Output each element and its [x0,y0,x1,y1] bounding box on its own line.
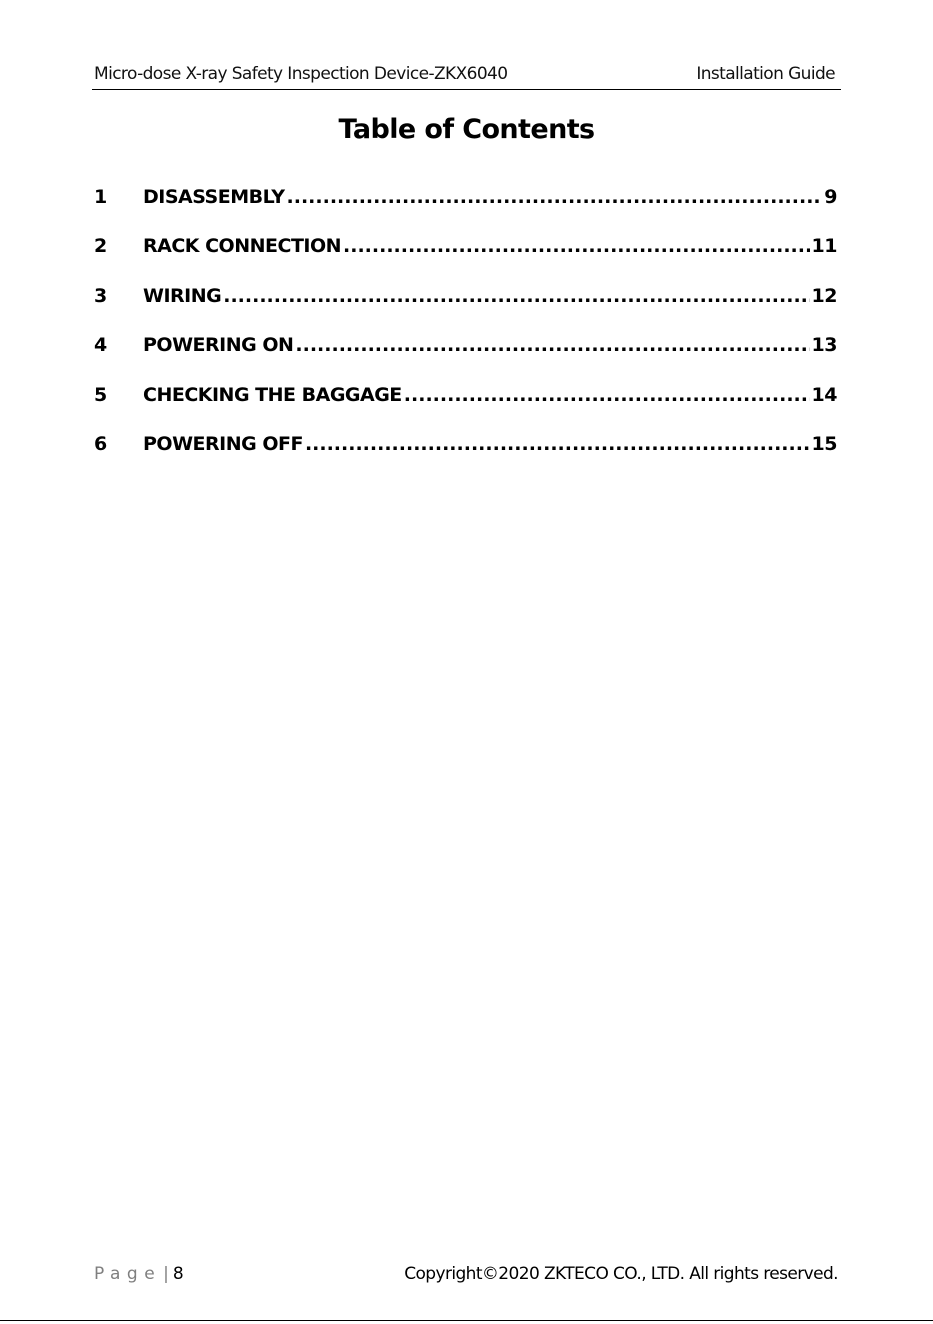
toc-entry-number: 3 [94,284,107,307]
toc-entry-wiring[interactable] [94,283,837,332]
bottom-divider [0,1320,933,1321]
toc-title: Table of Contents [338,114,595,145]
toc-leader-dots [305,433,810,455]
toc-entry-disassembly[interactable] [94,184,837,233]
toc-entry-page: 12 [811,284,837,307]
document-title: Micro-dose X-ray Safety Inspection Device-ZKX6040 [94,64,508,84]
toc-entry-line [143,384,837,406]
toc-entry-page: 13 [811,334,837,357]
guide-name: Installation Guide [696,64,835,84]
footer-page-label: Page [94,1264,162,1284]
toc-entry-text: POWERING OFF [143,432,303,455]
toc-entry-line [143,186,837,208]
toc-entry-number: 4 [94,334,107,357]
toc-entry-line [143,334,837,356]
toc-entry-page: 11 [811,235,837,258]
toc-entry-number: 2 [94,235,107,258]
toc-entry-text: CHECKING THE BAGGAGE [143,383,402,406]
toc-leader-dots [343,235,810,257]
toc-entry-checking-the-baggage[interactable] [94,382,837,431]
toc-leader-dots [404,384,810,406]
toc-entry-number: 5 [94,383,107,406]
toc-entry-powering-on[interactable] [94,332,837,381]
footer-copyright: Copyright©2020 ZKTECO CO., LTD. All rights reserved. [404,1264,838,1284]
footer-separator: | [163,1264,169,1284]
toc-entry-page: 14 [811,383,837,406]
toc-entry-number: 6 [94,432,107,455]
toc-entry-page: 9 [824,186,837,208]
page-header [92,62,841,90]
toc-entry-rack-connection[interactable] [94,233,837,282]
toc-leader-dots [287,186,823,208]
toc-entry-page: 15 [811,432,837,455]
footer-page-number: 8 [172,1264,184,1284]
toc-list [94,184,837,480]
toc-entry-line [143,285,837,307]
toc-entry-text: POWERING ON [143,334,294,357]
toc-entry-line [143,235,837,257]
toc-entry-text: DISASSEMBLY [143,186,285,208]
toc-leader-dots [295,334,809,356]
toc-leader-dots [223,285,809,307]
toc-entry-line [143,433,837,455]
toc-entry-number: 1 [94,186,107,208]
toc-entry-text: RACK CONNECTION [143,235,342,258]
footer-page-indicator [94,1264,184,1284]
toc-entry-powering-off[interactable] [94,431,837,480]
toc-entry-text: WIRING [143,284,222,307]
